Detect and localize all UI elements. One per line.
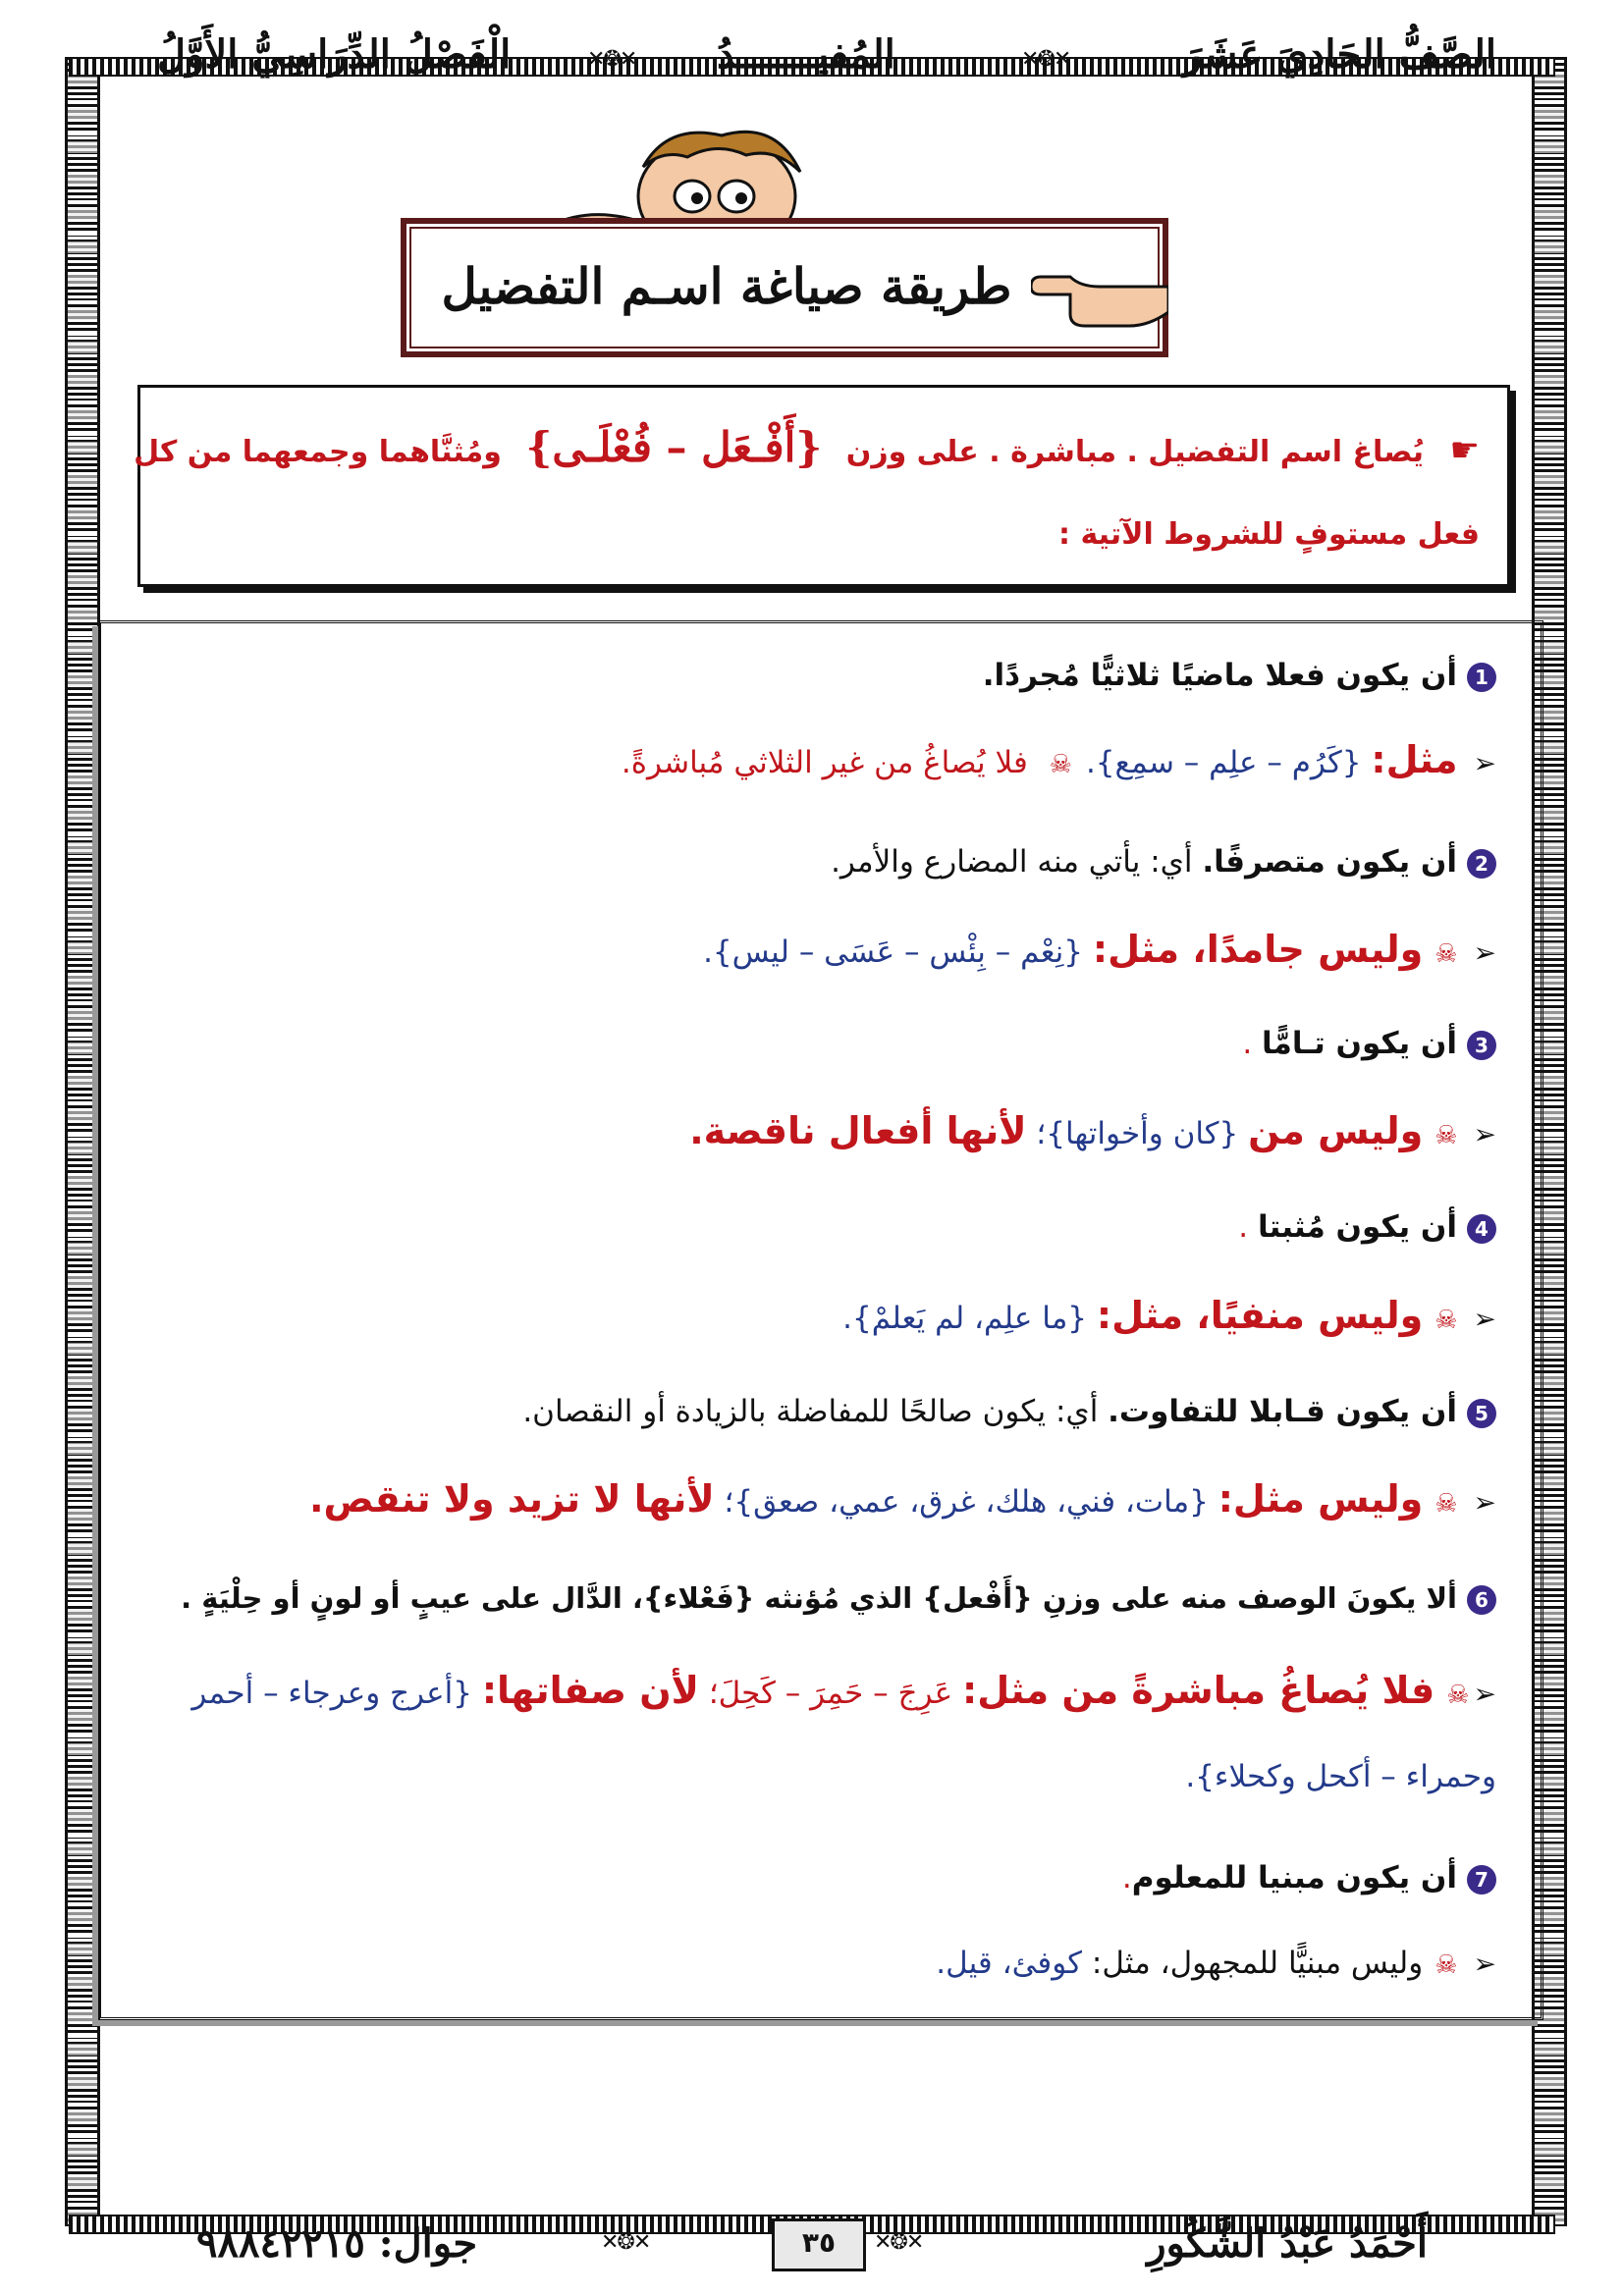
example-reason: لأن صفاتها: xyxy=(481,1669,699,1712)
rule-2-example xyxy=(703,928,1496,971)
arrow-icon: ➢ xyxy=(1473,1678,1496,1710)
skull-icon: ☠ xyxy=(1435,1121,1458,1150)
arrow-icon: ➢ xyxy=(1473,1303,1496,1335)
example-list: {أعرج وعرجاء – أحمر xyxy=(191,1676,482,1711)
pointing-hand-icon xyxy=(1031,265,1168,334)
intro-text-b: ومُثنَّاهما وجمعهما من كل xyxy=(134,435,502,469)
rule-number: 6 xyxy=(1467,1585,1496,1615)
example-reason: لأنها أفعال ناقصة. xyxy=(689,1109,1027,1152)
rule-1-example xyxy=(622,738,1496,781)
rule-number: 7 xyxy=(1467,1865,1496,1895)
rule-explanation: أي: يأتي منه المضارع والأمر. xyxy=(831,844,1203,880)
rule-explanation: . xyxy=(1242,1026,1263,1061)
rule-heading: أن يكون فعلا ماضيًا ثلاثيًّا مُجردًا. xyxy=(982,658,1457,693)
rule-4 xyxy=(1238,1209,1496,1245)
footer-ornament: ✕❂✕ xyxy=(601,2230,650,2255)
rule-explanation: أي: يكون صالحًا للمفاضلة بالزيادة أو النقصان. xyxy=(522,1394,1109,1429)
footer-author: أَحْمَدُ عَبْدُ الشَّكُورِ xyxy=(1147,2220,1428,2267)
example-note: فلا يُصاغُ من غير الثلاثي مُباشرةً. xyxy=(621,745,1038,780)
rule-number: 2 xyxy=(1467,849,1496,879)
skull-icon: ☠ xyxy=(1446,1681,1470,1710)
example-label: فلا يُصاغُ مباشرةً من مثل: xyxy=(962,1669,1435,1712)
example-words: عَرِجَ – حَمِرَ – كَحِلَ؛ xyxy=(698,1676,962,1711)
rule-heading: أن يكون مُثبتا xyxy=(1257,1209,1457,1245)
example-words: {نِعْم – بِئْس – عَسَى – ليس}. xyxy=(703,934,1093,970)
example-words: {مات، فني، هلك، غرق، عمي، صعق}؛ xyxy=(714,1484,1218,1520)
rule-number: 5 xyxy=(1467,1399,1496,1428)
header-term: الْفَصْلُ الدِّرَاسِيُّ الأَوَّلُ xyxy=(157,31,512,78)
rule-5-example xyxy=(309,1477,1496,1521)
footer-phone: جوال: ٩٨٨٤٢٢١٥ xyxy=(196,2220,478,2267)
rule-2 xyxy=(831,844,1496,880)
rule-5 xyxy=(522,1394,1496,1429)
arrow-icon: ➢ xyxy=(1473,936,1496,969)
intro-formula: {أَفْـعَل – فُعْلَـى} xyxy=(525,423,823,471)
rule-7 xyxy=(1122,1860,1496,1896)
rule-7-example xyxy=(936,1946,1496,1981)
header-ornament: ✕❂✕ xyxy=(1021,47,1070,72)
rule-heading: ألا يكونَ الوصف منه على وزنِ {أَفْعل} الذي مُؤنثه {فَعْلاء}، الدَّال على عيبٍ أو لونٍ أو حِلْيَةٍ . xyxy=(181,1581,1457,1615)
example-words: {ما علِم، لم يَعلمْ}. xyxy=(842,1301,1097,1336)
example-label: وليس منفيًا، مثل: xyxy=(1096,1294,1424,1337)
example-reason: لأنها لا تزيد ولا تنقص. xyxy=(309,1477,715,1521)
example-label: وليس من xyxy=(1248,1109,1424,1152)
header-grade: الصَّفُّ الحَادِيَ عَشَرَ xyxy=(1182,31,1496,78)
arrow-icon: ➢ xyxy=(1473,1118,1496,1150)
header-ornament: ✕❂✕ xyxy=(587,47,636,72)
intro-line-1 xyxy=(134,423,1480,471)
example-list: وحمراء – أكحل وكحلاء}. xyxy=(1185,1759,1496,1794)
skull-icon: ☠ xyxy=(1435,1306,1458,1335)
skull-icon: ☠ xyxy=(1435,939,1458,969)
example-text: وليس مبنيًّا للمجهول، مثل: xyxy=(1082,1946,1424,1981)
rule-1 xyxy=(983,658,1496,693)
example-label: مثل: xyxy=(1371,738,1458,781)
rule-heading: أن يكون متصرفًا. xyxy=(1202,844,1457,880)
arrow-icon: ➢ xyxy=(1473,747,1496,779)
arrow-icon: ➢ xyxy=(1473,1486,1496,1519)
rule-heading: أن يكون قـابلا للتفاوت. xyxy=(1108,1394,1457,1429)
rule-explanation: . xyxy=(1238,1209,1258,1245)
rule-number: 1 xyxy=(1467,663,1496,692)
header-book: المُفيـــــــدُ xyxy=(717,31,895,78)
rule-heading: أن يكون مبنيا للمعلوم xyxy=(1131,1860,1457,1896)
page-title: طريقة صياغة اسـم التفضيل xyxy=(441,257,1012,315)
rule-6 xyxy=(181,1580,1496,1616)
page-number: ٣٥ xyxy=(772,2218,866,2271)
skull-icon: ☠ xyxy=(1435,1950,1458,1980)
rule-explanation: . xyxy=(1121,1860,1132,1896)
example-words: {كان وأخواتها}؛ xyxy=(1026,1116,1249,1151)
intro-box xyxy=(134,385,1510,587)
intro-text-a: يُصاغ اسم التفضيل . مباشرة . على وزن xyxy=(845,435,1425,469)
intro-line-2: فعل مستوفٍ للشروط الآتية : xyxy=(1058,517,1480,552)
skull-icon: ☠ xyxy=(1435,1489,1458,1519)
pointing-hand-icon: ☛ xyxy=(1449,431,1480,470)
rule-heading: أن يكون تـامًّا xyxy=(1262,1026,1457,1061)
skull-icon: ☠ xyxy=(1049,750,1072,779)
rule-number: 3 xyxy=(1467,1031,1496,1060)
rule-number: 4 xyxy=(1467,1214,1496,1244)
example-label: وليس جامدًا، مثل: xyxy=(1092,928,1424,971)
rule-3-example xyxy=(689,1109,1496,1152)
rule-3 xyxy=(1242,1026,1496,1061)
arrow-icon: ➢ xyxy=(1473,1948,1496,1980)
example-label: وليس مثل: xyxy=(1218,1477,1424,1521)
rule-6-example xyxy=(191,1669,1496,1712)
footer-ornament: ✕❂✕ xyxy=(874,2230,923,2255)
rule-4-example xyxy=(842,1294,1496,1337)
rule-6-example-cont xyxy=(1185,1759,1496,1794)
page-border-left xyxy=(65,57,100,2226)
example-words: {كَرُم – علِم – سمِع}. xyxy=(1085,745,1372,780)
example-words: كوفئ، قيل. xyxy=(936,1946,1083,1981)
